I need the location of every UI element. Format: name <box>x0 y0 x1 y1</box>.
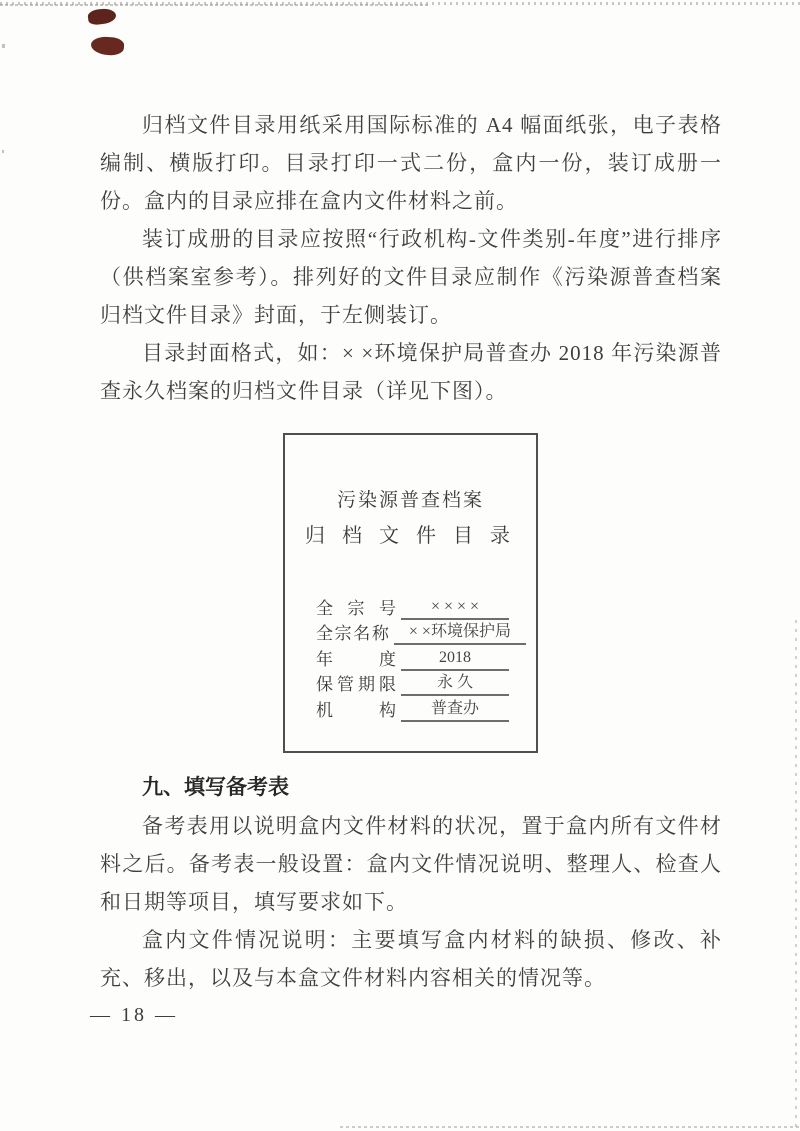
scan-noise-top <box>0 2 800 5</box>
page-number: — 18 — <box>90 1004 178 1026</box>
field-label-year: 年度 <box>316 649 396 669</box>
field-label-fonds-number: 全宗号 <box>316 598 396 618</box>
paragraph-catalog-paper: 归档文件目录用纸采用国际标准的 A4 幅面纸张，电子表格编制、横版打印。目录打印一式二份，盒内一份，装订成册一份。盒内的目录应排在盒内文件材料之前。 <box>100 113 722 213</box>
scan-speck <box>2 150 4 153</box>
cover-field-row <box>316 696 526 722</box>
section-heading: 九、填写备考表 <box>142 776 289 799</box>
cover-field-row <box>316 645 526 671</box>
field-value-fonds-name: × ×环境保护局 <box>394 621 526 645</box>
paragraph-box-contents-note: 盒内文件情况说明：主要填写盒内材料的缺损、修改、补充、移出，以及与本盒文件材料内容相关的情况等。 <box>100 928 722 990</box>
field-label-organization: 机构 <box>316 700 396 720</box>
cover-title-line1: 污染源普查档案 <box>336 490 484 511</box>
scan-noise-bottom <box>340 1126 800 1128</box>
paragraph-binding-order: 装订成册的目录应按照“行政机构-文件类别-年度”进行排序（供档案室参考）。排列好的文件目录应制作《污染源普查档案归档文件目录》封面，于左侧装订。 <box>100 227 722 327</box>
paragraph-remarks-table: 备考表用以说明盒内文件材料的状况，置于盒内所有文件材料之后。备考表一般设置：盒内文件情况说明、整理人、检查人和日期等项目，填写要求如下。 <box>100 814 722 914</box>
cover-field-row <box>316 671 526 697</box>
field-value-year: 2018 <box>401 647 509 671</box>
paragraph-cover-format: 目录封面格式，如：× ×环境保护局普查办 2018 年污染源普查永久档案的归档文件目录（详见下图）。 <box>100 341 722 403</box>
field-value-fonds-number: × × × × <box>401 596 509 620</box>
scan-speck <box>2 44 5 48</box>
scan-noise-top-dense <box>0 4 430 6</box>
scan-noise-right <box>795 620 797 1131</box>
cover-fields <box>316 594 526 722</box>
field-label-retention: 保管期限 <box>316 675 396 694</box>
field-value-organization: 普查办 <box>401 698 509 722</box>
cover-title-line2: 归 档 文 件 目 录 <box>305 525 516 547</box>
field-label-fonds-name: 全宗名称 <box>316 624 389 643</box>
catalog-cover-box <box>283 433 538 753</box>
cover-field-row <box>316 620 526 646</box>
red-ink-mark <box>87 7 117 25</box>
field-value-retention: 永 久 <box>401 672 509 696</box>
document-body <box>100 106 722 997</box>
cover-field-row <box>316 594 526 620</box>
red-ink-mark <box>90 36 124 56</box>
